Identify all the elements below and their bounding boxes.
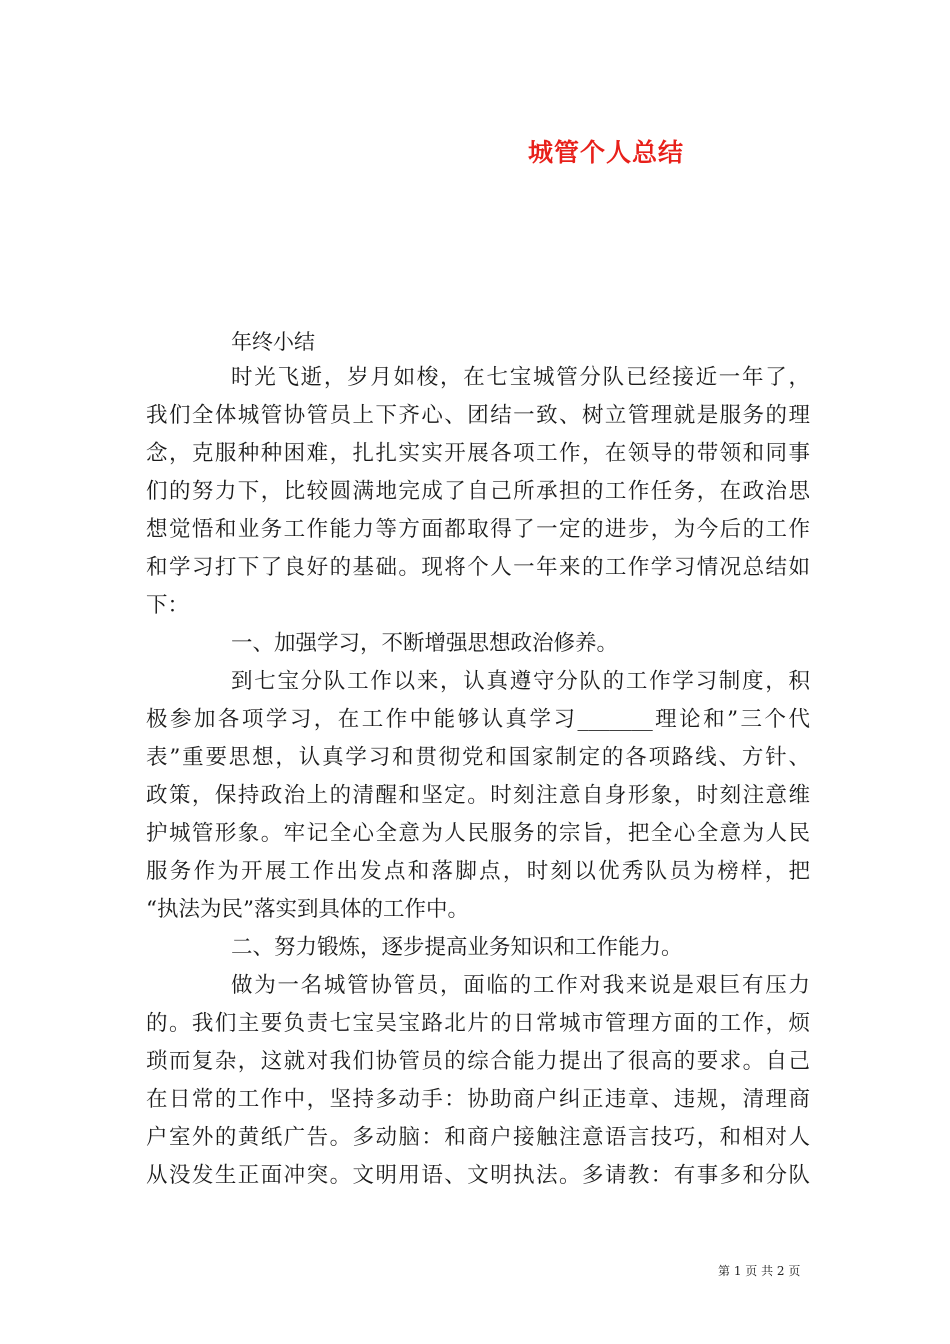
text-line: 从没发生正面冲突。文明用语、文明执法。多请教：有事多和分队	[146, 1163, 810, 1188]
text-line: 极参加各项学习，在工作中能够认真学习_______理论和”三个代	[146, 707, 810, 732]
page-title: 城管个人总结	[528, 138, 685, 167]
text-line: 下：	[146, 593, 190, 618]
text-line: 念，克服种种困难，扎扎实实开展各项工作，在领导的带领和同事	[146, 441, 810, 466]
text-line: 做为一名城管协管员，面临的工作对我来说是艰巨有压力	[231, 973, 810, 998]
text-line: “执法为民”落实到具体的工作中。	[146, 897, 469, 922]
text-line: 想觉悟和业务工作能力等方面都取得了一定的进步，为今后的工作	[146, 517, 810, 542]
text-line: 的。我们主要负责七宝吴宝路北片的日常城市管理方面的工作，烦	[146, 1011, 810, 1036]
text-line: 服务作为开展工作出发点和落脚点，时刻以优秀队员为榜样，把	[146, 859, 810, 884]
section-heading: 一、加强学习，不断增强思想政治修养。	[231, 631, 619, 656]
text-line: 在日常的工作中，坚持多动手：协助商户纠正违章、违规，清理商	[146, 1087, 810, 1112]
page-number: 第 1 页 共 2 页	[718, 1264, 801, 1278]
text-line: 琐而复杂，这就对我们协管员的综合能力提出了很高的要求。自己	[146, 1049, 810, 1074]
text-line: 政策，保持政治上的清醒和坚定。时刻注意自身形象，时刻注意维	[146, 783, 810, 808]
text-line: 到七宝分队工作以来，认真遵守分队的工作学习制度，积	[231, 669, 810, 694]
text-line: 表”重要思想，认真学习和贯彻党和国家制定的各项路线、方针、	[146, 745, 810, 770]
text-line: 和学习打下了良好的基础。现将个人一年来的工作学习情况总结如	[146, 555, 810, 580]
text-line: 我们全体城管协管员上下齐心、团结一致、树立管理就是服务的理	[146, 403, 810, 428]
text-line: 护城管形象。牢记全心全意为人民服务的宗旨，把全心全意为人民	[146, 821, 810, 846]
text-line: 时光飞逝，岁月如梭，在七宝城管分队已经接近一年了，	[231, 365, 810, 390]
subtitle: 年终小结	[231, 330, 315, 354]
text-line: 们的努力下，比较圆满地完成了自己所承担的工作任务，在政治思	[146, 479, 810, 504]
section-heading: 二、努力锻炼，逐步提高业务知识和工作能力。	[231, 935, 683, 960]
text-line: 户室外的黄纸广告。多动脑：和商户接触注意语言技巧，和相对人	[146, 1125, 810, 1150]
